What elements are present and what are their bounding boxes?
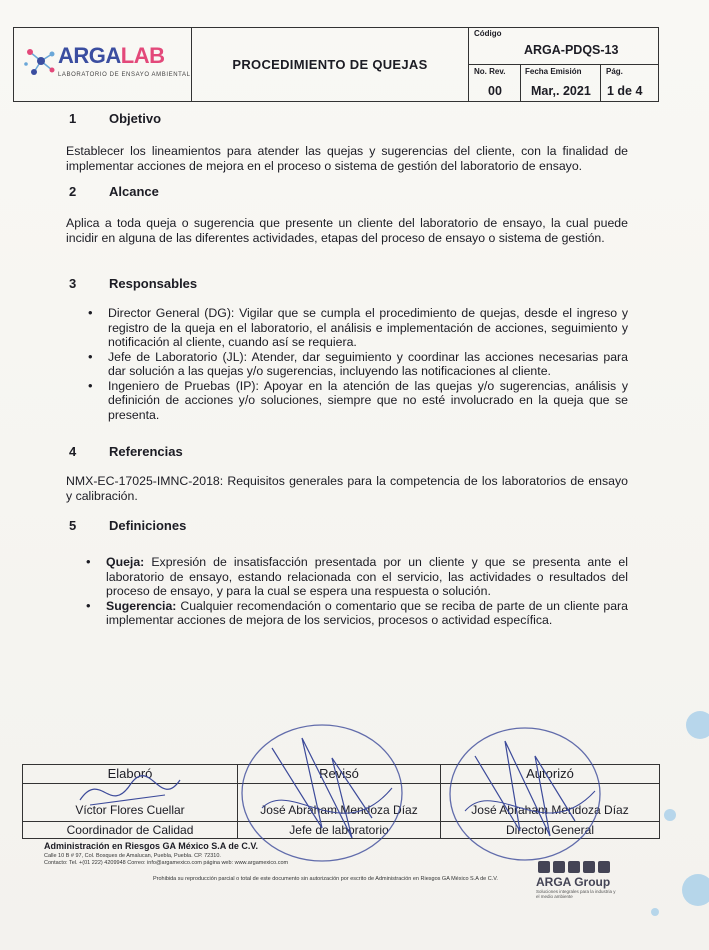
list-item: • Sugerencia: Cualquier recomendación o comentario que se reciba de parte de un cliente para implementar acciones de mejora de los servicios, procesos o actividad específica. [84, 599, 628, 628]
signature-elaboro: Elaboró Víctor Flores Cuellar Coordinador de Calidad [23, 765, 238, 838]
signature-autorizo: Autorizó José Abraham Mendoza Díaz Director General [441, 765, 659, 838]
footer-address: Calle 10 B # 97, Col. Bosques de Amalucan, Puebla, Puebla. CP. 72310. Contacto: Tel. +(01 222) 4209948 Correo: info@argamexico.com página web: www.argamexico.com [44, 853, 289, 866]
list-item: • Jefe de Laboratorio (JL): Atender, dar seguimiento y coordinar las acciones necesarias para dar solución a las quejas y/o sugerencias, incluyendo las notificaciones al cliente. [86, 350, 628, 379]
group-name: ARGA Group [536, 875, 611, 889]
section-heading-referencias: 4 Referencias [69, 444, 183, 459]
responsables-list [86, 306, 628, 422]
page-label: Pág. [606, 67, 623, 76]
document-code: ARGA-PDQS-13 [524, 43, 619, 57]
page-number: 1 de 4 [607, 84, 643, 98]
company-logo [14, 28, 192, 101]
document-title: PROCEDIMIENTO DE QUEJAS [192, 28, 469, 101]
decorative-ink-blots [600, 700, 709, 930]
section-heading-alcance: 2 Alcance [69, 184, 159, 199]
section-heading-objetivo: 1 Objetivo [69, 111, 162, 126]
section-heading-definiciones: 5 Definiciones [69, 518, 187, 533]
document-header [13, 27, 659, 102]
revision-label: No. Rev. [474, 67, 506, 76]
signature-table [22, 764, 660, 839]
signature-reviso: Revisó José Abraham Mendoza Díaz Jefe de laboratorio [238, 765, 441, 838]
group-tagline: Soluciones integrales para la industria y el medio ambiente [536, 889, 616, 899]
code-label: Código [474, 29, 502, 38]
issue-date: Mar,. 2021 [531, 84, 591, 98]
list-item: • Queja: Expresión de insatisfacción presentada por un cliente y que se presenta ante el laboratorio de ensayo, estando relacionada con el servicio, las actividades o resultados del proceso de ensayo, y para la cual se espera una respuesta o solución. [84, 555, 628, 599]
revision-number: 00 [488, 84, 502, 98]
section-heading-responsables: 3 Responsables [69, 276, 198, 291]
document-code-box [469, 28, 658, 101]
logo-subtitle: LABORATORIO DE ENSAYO AMBIENTAL [58, 72, 191, 78]
list-item: • Ingeniero de Pruebas (IP): Apoyar en la atención de las quejas y/o sugerencias, análisis y definición de acciones y/o soluciones, siempre que no esté involucrado en la queja que se presenta. [86, 379, 628, 423]
molecule-icon [22, 42, 60, 80]
footer-company: Administración en Riesgos GA México S.A de C.V. [44, 841, 259, 851]
logo-suffix: LAB [120, 43, 165, 68]
issue-date-label: Fecha Emisión [525, 67, 582, 76]
definiciones-list [84, 555, 628, 628]
logo-name: ARGA [58, 43, 121, 68]
objetivo-text: Establecer los lineamientos para atender las quejas y sugerencias del cliente, con la finalidad de implementar acciones de mejora en el proceso o sistema de gestión del laboratorio de ensayo. [66, 144, 628, 173]
list-item: • Director General (DG): Vigilar que se cumpla el procedimiento de quejas, desde el ingreso y registro de la queja en el laboratorio, el análisis e implementación de acciones, seguimiento y notificación al cliente, cuando así se requiera. [86, 306, 628, 350]
alcance-text: Aplica a toda queja o sugerencia que presente un cliente del laboratorio de ensayo, la cual puede incidir en alguna de las diferentes actividades, etapas del proceso de ensayo o sistema de gestión. [66, 216, 628, 245]
footer-notice: Prohibida su reproducción parcial o total de este documento sin autorización por escrito de Administración en Riesgos GA México S.A de C.V. [153, 876, 498, 882]
referencias-text: NMX-EC-17025-IMNC-2018: Requisitos generales para la competencia de los laboratorios de ensayo y calibración. [66, 474, 628, 503]
logo-wordmark [58, 43, 165, 69]
